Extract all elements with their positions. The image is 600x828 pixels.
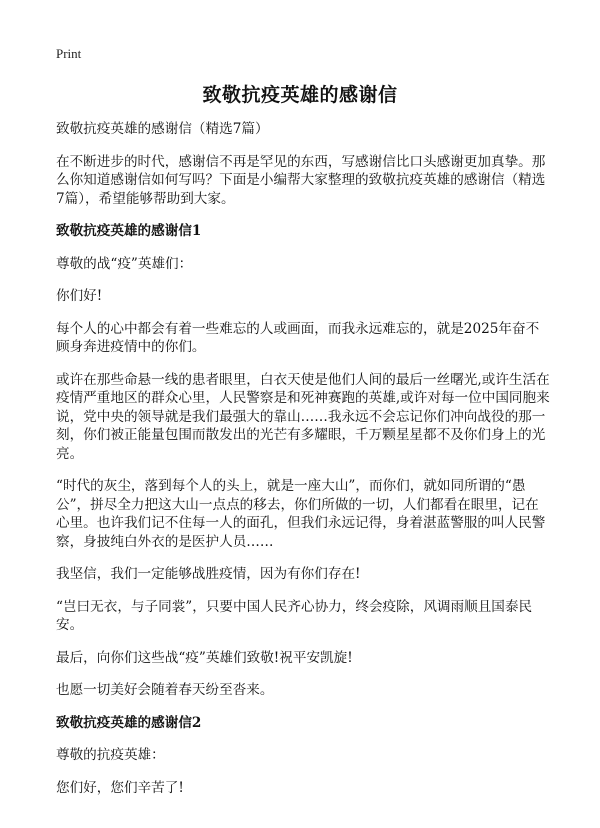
letter-2-greeting: 您们好，您们辛苦了!: [56, 779, 184, 796]
letter-1-paragraph: 每个人的心中都会有着一些难忘的人或画面，而我永远难忘的，就是2025年奋不顾身奔进疫情中的你们。: [56, 320, 540, 355]
document-subtitle: 致敬抗疫英雄的感谢信（精选7篇）: [56, 121, 269, 137]
letter-1-heading: 致敬抗疫英雄的感谢信1: [56, 223, 202, 239]
letter-2-heading: 致敬抗疫英雄的感谢信2: [56, 714, 202, 731]
document-body: [56, 120, 550, 811]
intro-paragraph: 在不断进步的时代，感谢信不再是罕见的东西，写感谢信比口头感谢更加真挚。那么你知道感谢信如何写吗？下面是小编帮大家整理的致敬抗疫英雄的感谢信（精选7篇），希望能够帮助到大家。: [56, 153, 546, 207]
letter-1-greeting: 你们好!: [56, 288, 103, 304]
document-title: 致敬抗疫英雄的感谢信: [202, 84, 398, 106]
letter-2-salutation: 尊敬的抗疫英雄：: [56, 747, 165, 763]
letter-1-paragraph: 我坚信，我们一定能够战胜疫情，因为有你们存在!: [56, 566, 361, 582]
letter-1-paragraph: 最后，向你们这些战“疫”英雄们致敬!祝平安凯旋!: [56, 649, 353, 666]
letter-1-paragraph: 也愿一切美好会随着春天纷至沓来。: [56, 682, 274, 698]
letter-1-paragraph: 或许在那些命悬一线的患者眼里，白衣天使是他们人间的最后一丝曙光,或许生活在疫情严重地区的群众心里，人民警察是和死神赛跑的英雄,或许对每一位中国同胞来说，党中央的领导就是我们最强大的靠山……我永远不会忘记你们冲向战役的那一刻，你们被正能量包围而散发出的光芒有多耀眼，千万颗星星都不及你们身上的光亮。: [56, 371, 550, 462]
letter-1-paragraph: “岂曰无衣，与子同裳”，只要中国人民齐心协力，终会疫除，风调雨顺且国泰民安。: [56, 598, 533, 633]
letter-1-paragraph: “时代的灰尘，落到每个人的头上，就是一座大山”，而你们，就如同所谓的“愚公”，拼尽全力把这大山一点点的移去，你们所做的一切，人们都看在眼里，记在心里。也许我们记不住每一人的面孔，但我们永远记得，身着湛蓝警服的叫人民警察，身披纯白外衣的是医护人员……: [56, 478, 546, 550]
print-link[interactable]: Print: [56, 46, 82, 61]
letter-1-salutation: 尊敬的战“疫”英雄们：: [56, 255, 193, 272]
